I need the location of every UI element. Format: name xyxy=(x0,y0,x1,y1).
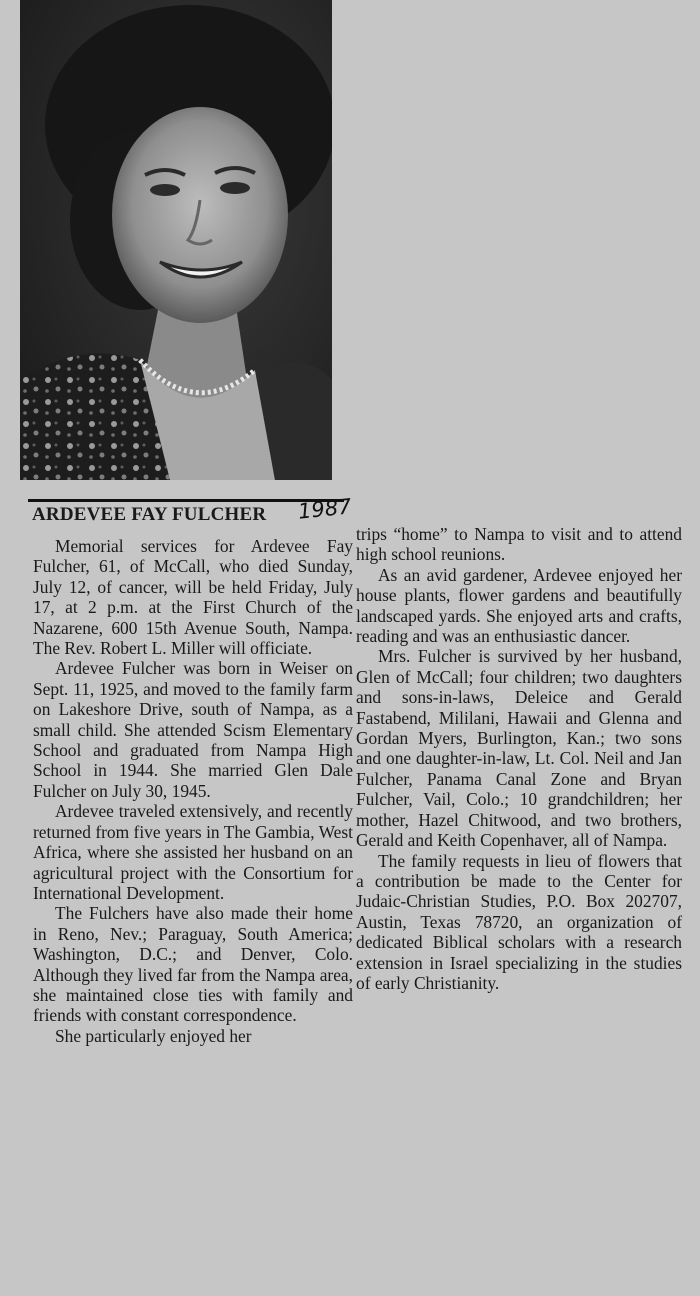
paragraph-trips-continued: trips “home” to Nampa to visit and to attend high school reunions. xyxy=(356,524,682,565)
paragraph-contributions: The family requests in lieu of flowers that a contribution be made to the Center for Judaic-Christian Studies, P.O. Box 202707, Austin, Texas 78720, an organization of dedicated Biblical scholars with a research extension in Israel specializing in the studies of early Christianity. xyxy=(356,850,682,993)
paragraph-memorial-services: Memorial services for Ardevee Fay Fulcher, 61, of McCall, who died Sunday, July 12, of cancer, will be held Friday, July 17, at 2 p.m. at the First Church of the Nazarene, 600 15th Avenue South, Nampa. The Rev. Robert L. Miller will officiate. xyxy=(33,536,353,659)
paragraph-trips-start: She particularly enjoyed her xyxy=(55,1025,252,1046)
paragraph-early-life: Ardevee Fulcher was born in Weiser on Sept. 11, 1925, and moved to the family farm on Lakeshore Drive, south of Nampa, as a small child. She attended Scism Elementary School and graduated from Nampa High School in 1944. She married Glen Dale Fulcher on July 30, 1945. xyxy=(33,658,353,801)
portrait-photo xyxy=(20,0,332,480)
paragraph-gardening: As an avid gardener, Ardevee enjoyed her house plants, flower gardens and beautifully landscaped yards. She enjoyed arts and crafts, reading and was an enthusiastic dancer. xyxy=(356,564,682,647)
right-column xyxy=(356,524,682,993)
obituary-headline: ARDEVEE FAY FULCHER xyxy=(32,504,267,525)
portrait-illustration xyxy=(20,0,332,480)
handwritten-year: 1987 xyxy=(296,494,353,524)
paragraph-homes: The Fulchers have also made their home in Reno, Nev.; Paraguay, South America; Washington, D.C.; and Denver, Colo. Although they lived far from the Nampa area, she maintained close ties with family and friends with constant correspondence. xyxy=(33,903,353,1026)
paragraph-survivors: Mrs. Fulcher is survived by her husband, Glen of McCall; four children; two daughters and sons-in-laws, Deleice and Gerald Fastabend, Mililani, Hawaii and Glenna and Gordan Myers, Burlington, Kan.; two sons and one daughter-in-law, Lt. Col. Neil and Jan Fulcher, Panama Canal Zone and Bryan Fulcher, Vail, Colo.; 10 grandchildren; her mother, Hazel Chitwood, and two brothers, Gerald and Keith Copenhaver, all of Nampa. xyxy=(356,646,682,851)
left-column xyxy=(33,536,353,1046)
paragraph-travel: Ardevee traveled extensively, and recently returned from five years in The Gambia, West Africa, where she assisted her husband on an agricultural project with the Consortium for International Development. xyxy=(33,801,353,903)
